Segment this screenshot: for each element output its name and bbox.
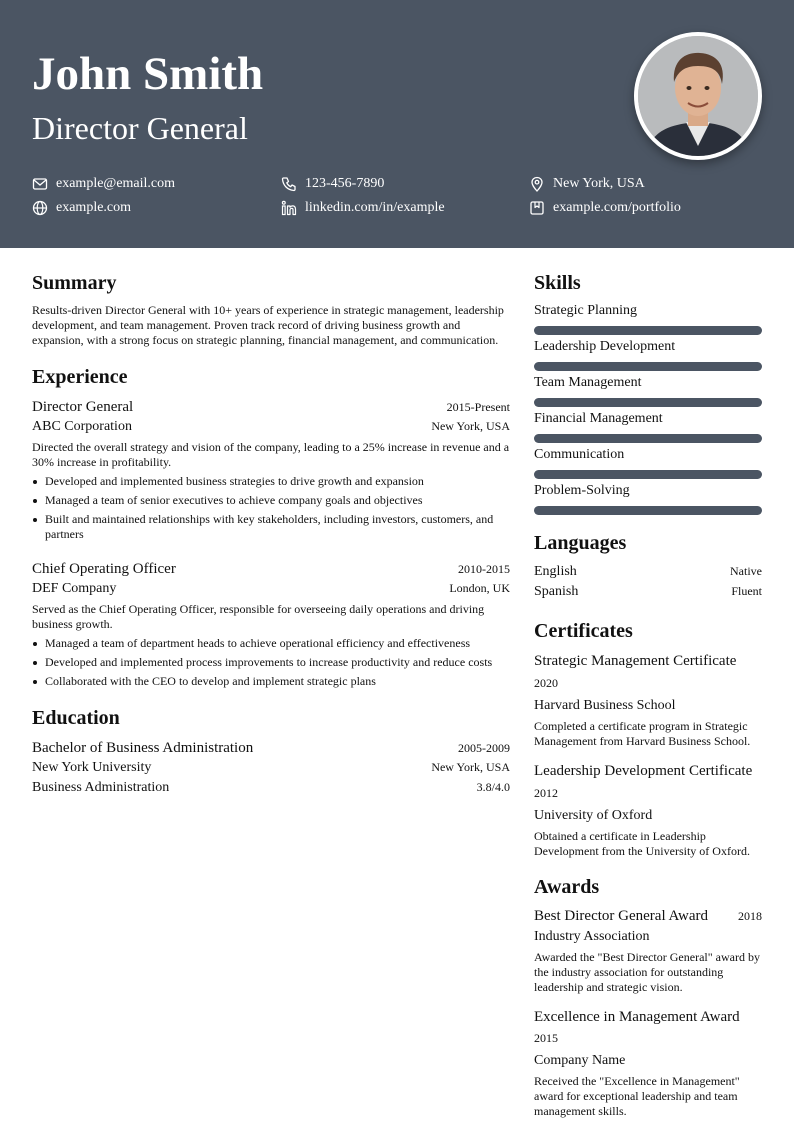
education-heading: Education	[32, 707, 120, 729]
certificates-section	[534, 618, 762, 859]
award-org: Company Name	[534, 1053, 626, 1068]
language-item	[534, 562, 762, 582]
certificate-org: University of Oxford	[534, 808, 653, 823]
skill-name: Strategic Planning	[534, 303, 638, 318]
contact-phone[interactable]	[281, 175, 384, 193]
job-title: Chief Operating Officer	[32, 561, 176, 577]
contact-email[interactable]	[32, 175, 175, 193]
job-bullet: Managed a team of department heads to achieve operational efficiency and effectiveness	[32, 636, 510, 651]
experience-section	[32, 364, 510, 689]
language-item	[534, 582, 762, 602]
award-description: Awarded the "Best Director General" award by the industry association for outstanding leadership and strategic vision.	[534, 950, 760, 994]
skill-bar	[534, 470, 762, 479]
job-bullet: Collaborated with the CEO to develop and implement strategic plans	[32, 674, 510, 689]
linkedin-icon	[281, 200, 297, 216]
languages-section	[534, 530, 762, 602]
summary-heading: Summary	[32, 272, 117, 294]
summary-section	[32, 270, 510, 348]
skill-item	[534, 338, 762, 371]
contact-website[interactable]	[32, 199, 131, 217]
award-org: Industry Association	[534, 929, 650, 944]
contact-location	[529, 175, 645, 193]
avatar-portrait-icon	[638, 36, 758, 156]
certificates-heading: Certificates	[534, 620, 633, 642]
phone-icon	[281, 176, 297, 192]
language-name: Spanish	[534, 584, 579, 599]
language-level: Fluent	[731, 584, 762, 598]
certificate-year: 2020	[534, 676, 558, 690]
experience-entry	[32, 397, 510, 542]
school: New York University	[32, 760, 152, 775]
profile-photo	[634, 32, 762, 160]
skill-name: Leadership Development	[534, 339, 676, 354]
award-year: 2018	[738, 909, 762, 923]
globe-icon	[32, 200, 48, 216]
field-of-study: Business Administration	[32, 780, 170, 795]
skill-item	[534, 302, 762, 335]
skill-bar	[534, 506, 762, 515]
certificate-title: Strategic Management Certificate	[534, 653, 737, 669]
certificate-item	[534, 652, 762, 749]
job-description: Served as the Chief Operating Officer, responsible for overseeing daily operations and driving business growth.	[32, 602, 485, 631]
skill-name: Financial Management	[534, 411, 663, 426]
contact-portfolio-text: example.com/portfolio	[553, 200, 681, 215]
gpa: 3.8/4.0	[476, 780, 510, 794]
award-item	[534, 1008, 762, 1119]
job-company: ABC Corporation	[32, 419, 132, 434]
education-dates: 2005-2009	[458, 741, 510, 755]
skill-item	[534, 482, 762, 515]
certificate-item	[534, 762, 762, 859]
language-level: Native	[730, 564, 762, 578]
job-bullets	[32, 636, 510, 689]
award-title: Best Director General Award	[534, 908, 708, 924]
award-item	[534, 907, 762, 995]
certificate-description: Completed a certificate program in Strategic Management from Harvard Business School.	[534, 719, 751, 748]
certificate-title: Leadership Development Certificate	[534, 763, 753, 779]
language-name: English	[534, 564, 577, 579]
skill-list	[534, 302, 762, 515]
job-bullet: Managed a team of senior executives to achieve company goals and objectives	[32, 493, 510, 508]
education-section	[32, 705, 510, 798]
award-year: 2015	[534, 1031, 558, 1045]
skill-item	[534, 374, 762, 407]
skills-heading: Skills	[534, 272, 581, 294]
experience-heading: Experience	[32, 366, 128, 388]
contact-portfolio[interactable]	[529, 199, 681, 217]
contact-phone-text: 123-456-7890	[305, 176, 385, 191]
certificate-year: 2012	[534, 786, 558, 800]
right-column	[534, 270, 762, 1119]
contact-email-text: example@email.com	[56, 176, 176, 191]
job-location: London, UK	[449, 581, 510, 595]
skill-name: Communication	[534, 447, 625, 462]
experience-entry	[32, 559, 510, 689]
job-location: New York, USA	[431, 419, 510, 433]
skill-name: Problem-Solving	[534, 483, 630, 498]
certificate-description: Obtained a certificate in Leadership Development from the University of Oxford.	[534, 829, 750, 858]
skill-bar	[534, 398, 762, 407]
summary-text: Results-driven Director General with 10+ years of experience in strategic management, leadership development, and team management. Proven track record of driving business growth and expansion, with a strong focus on strategic planning, financial management, and communication.	[32, 303, 504, 347]
resume-header	[0, 0, 794, 248]
contact-location-text: New York, USA	[553, 176, 645, 191]
degree: Bachelor of Business Administration	[32, 740, 254, 756]
job-company: DEF Company	[32, 581, 117, 596]
contact-linkedin[interactable]	[281, 199, 445, 217]
job-bullet: Developed and implemented business strategies to drive growth and expansion	[32, 474, 510, 489]
portfolio-icon	[529, 200, 545, 216]
award-description: Received the "Excellence in Management" award for exceptional leadership and team management skills.	[534, 1074, 740, 1118]
candidate-title: Director General	[32, 110, 248, 146]
skills-section	[534, 270, 762, 515]
job-bullet: Built and maintained relationships with key stakeholders, including investors, customers, and partners	[32, 512, 510, 542]
skill-bar	[534, 434, 762, 443]
candidate-name: John Smith	[32, 48, 264, 100]
school-location: New York, USA	[431, 760, 510, 774]
map-pin-icon	[529, 176, 545, 192]
skill-bar	[534, 326, 762, 335]
award-title: Excellence in Management Award	[534, 1009, 740, 1025]
job-description: Directed the overall strategy and vision of the company, leading to a 25% increase in revenue and a 30% increase in profitability.	[32, 440, 510, 469]
contact-linkedin-text: linkedin.com/in/example	[305, 200, 445, 215]
awards-section	[534, 874, 762, 1119]
skill-name: Team Management	[534, 375, 642, 390]
left-column	[32, 270, 510, 798]
certificate-org: Harvard Business School	[534, 698, 676, 713]
contact-website-text: example.com	[56, 200, 132, 215]
envelope-icon	[32, 176, 48, 192]
skill-item	[534, 446, 762, 479]
job-dates: 2010-2015	[458, 562, 510, 576]
job-bullet: Developed and implemented process improvements to increase productivity and reduce costs	[32, 655, 510, 670]
skill-item	[534, 410, 762, 443]
awards-heading: Awards	[534, 876, 600, 898]
languages-heading: Languages	[534, 532, 627, 554]
job-dates: 2015-Present	[446, 400, 510, 414]
skill-bar	[534, 362, 762, 371]
job-bullets	[32, 474, 510, 542]
job-title: Director General	[32, 399, 134, 415]
